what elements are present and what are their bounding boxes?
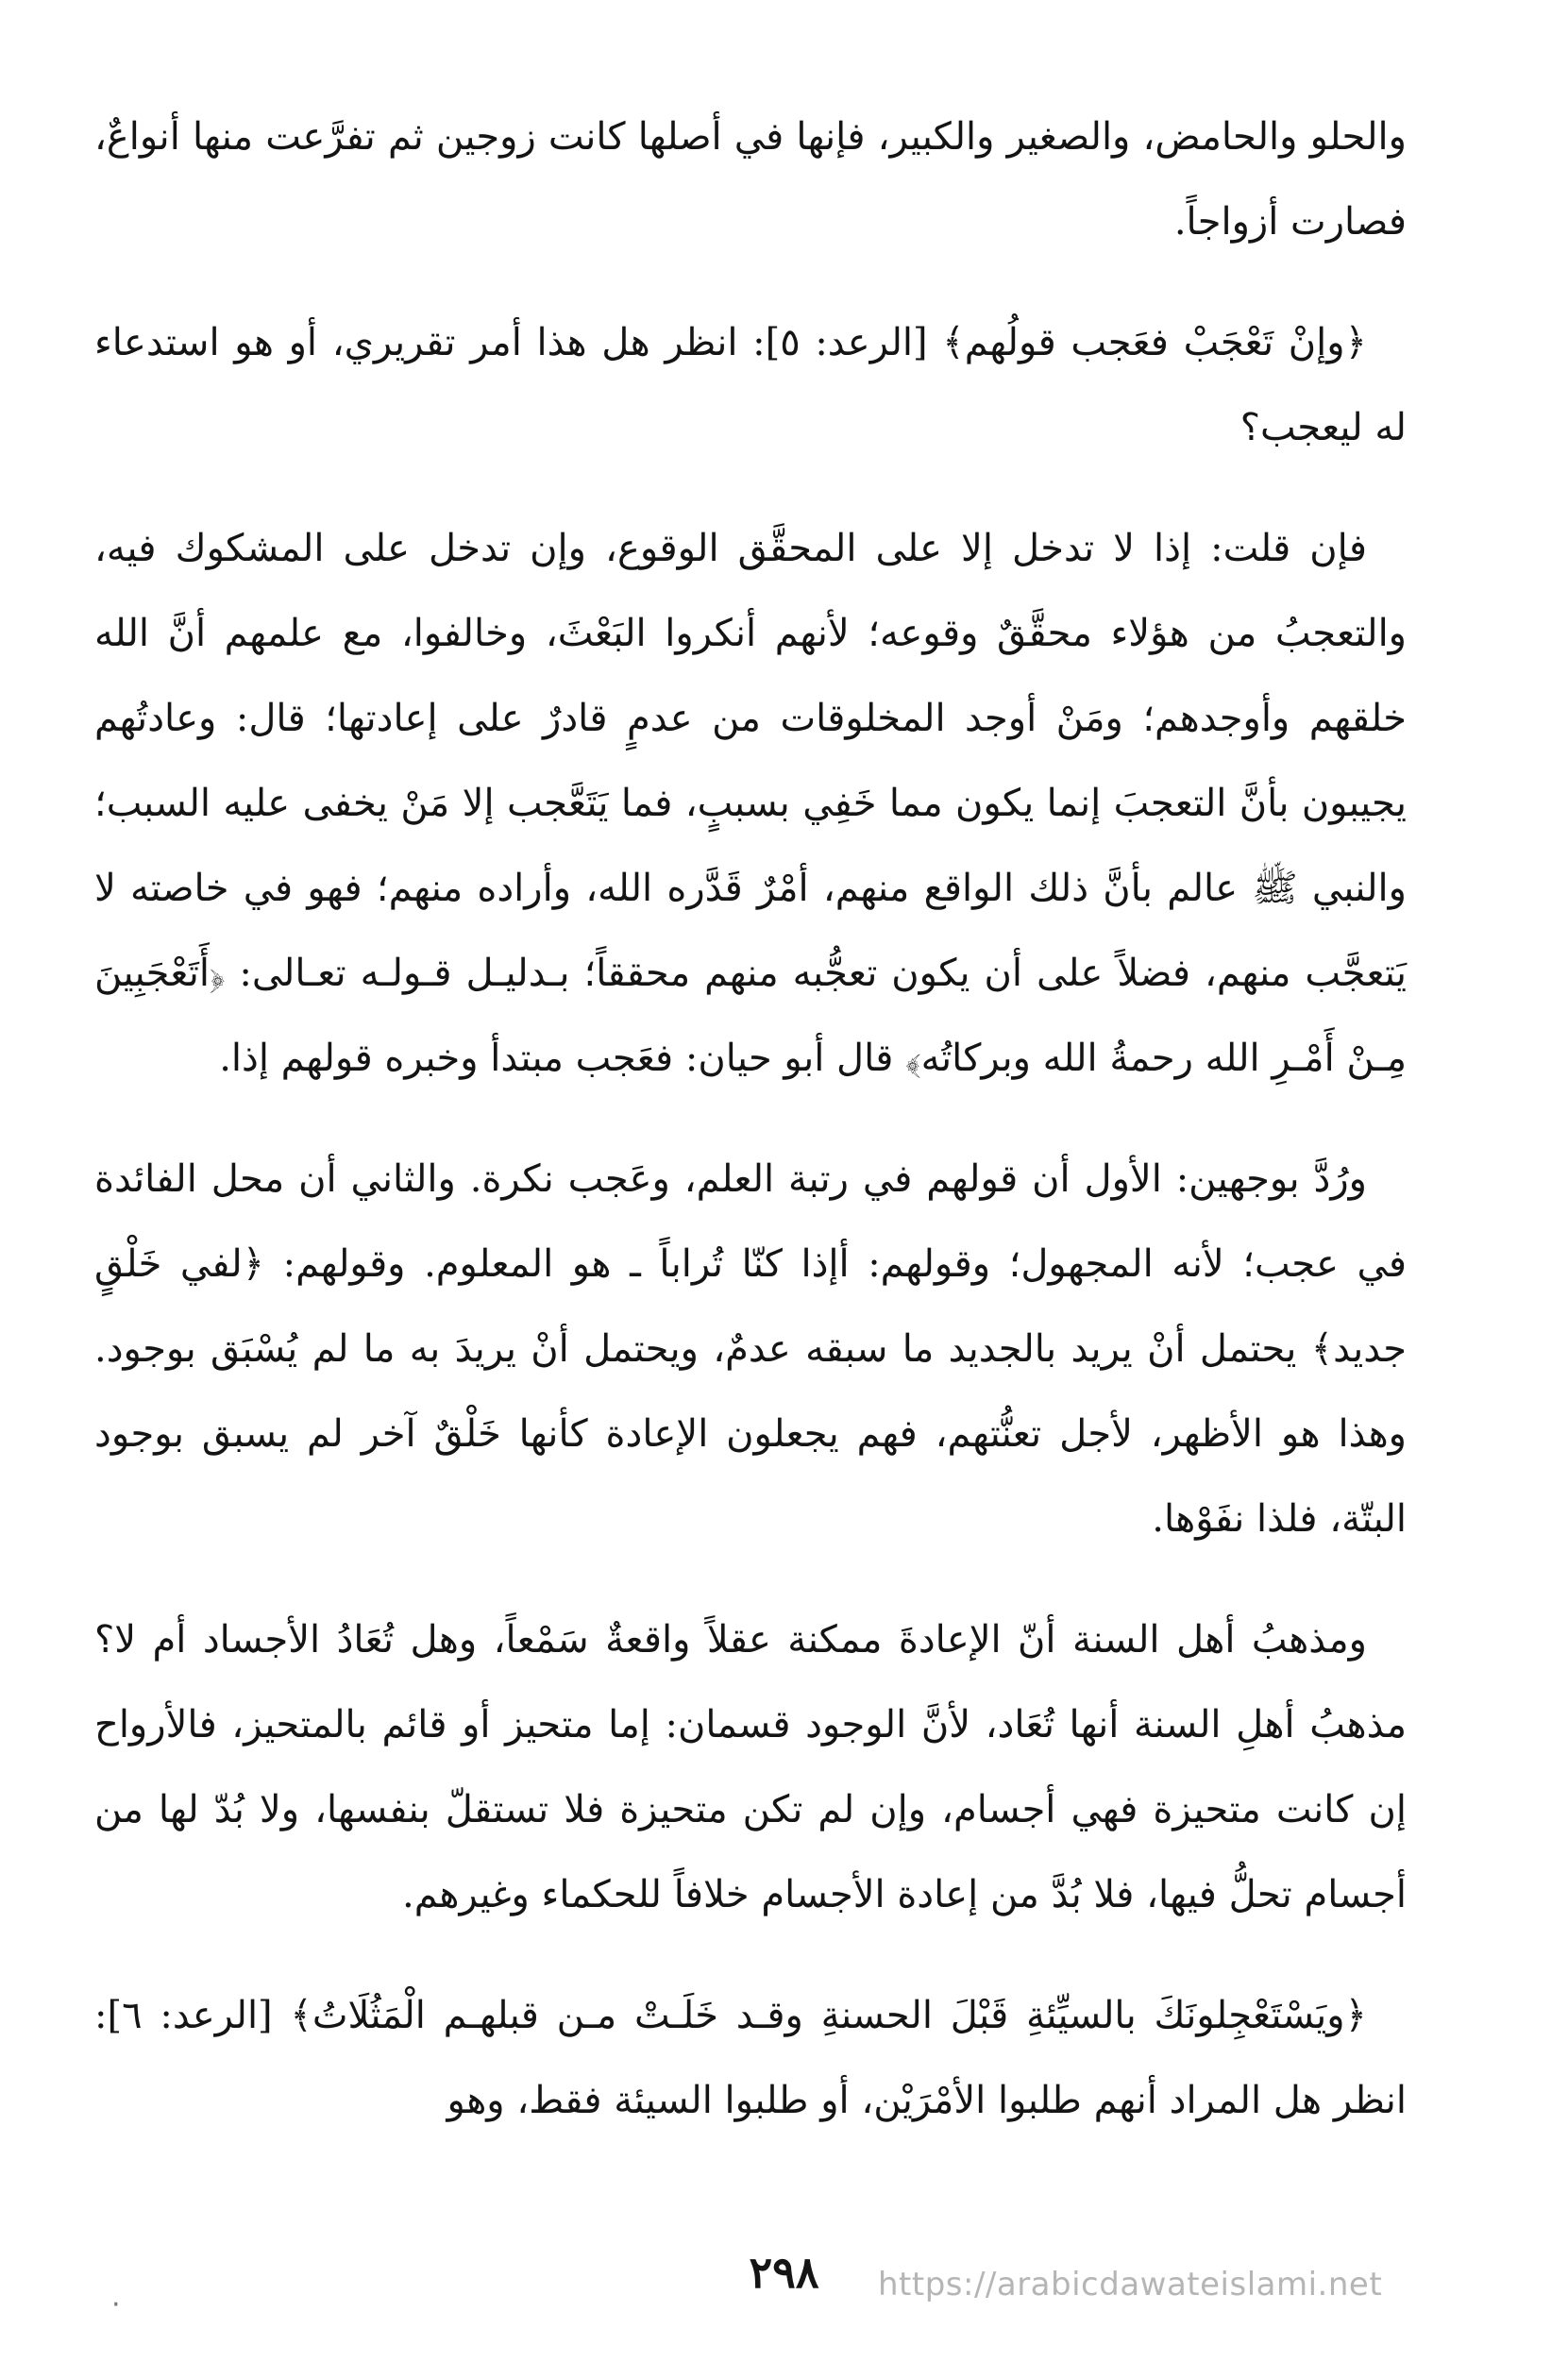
watermark-url: https://arabicdawateislami.net	[878, 2266, 1383, 2303]
paragraph-3: فإن قلت: إذا لا تدخل إلا على المحقَّق الوقوع، وإن تدخل على المشكوك فيه، والتعجبُ من هؤلاء محقَّقٌ وقوعه؛ لأنهم أنكروا البَعْثَ، وخالفوا، مع علمهم أنَّ الله خلقهم وأوجدهم؛ ومَنْ أوجد المخلوقات من عدمٍ قادرٌ على إعادتها؛ قال: وعادتُهم يجيبون بأنَّ التعجبَ إنما يكون مما خَفِي بسببٍ، فما يَتَعَّجب إلا مَنْ يخفى عليه السبب؛ والنبي ﷺ عالم بأنَّ ذلك الواقع منهم، أمْرٌ قَدَّره الله، وأراده منهم؛ فهو في خاصته لا يَتعجَّب منهم، فضلاً على أن يكون تعجُّبه منهم محققاً؛ بـدليـل قـولـه تعـالى: ﴿أَتَعْجَبِينَ مِـنْ أَمْـرِ الله رحمةُ الله وبركاتُه﴾ قال أبو حيان: فعَجب مبتدأ وخبره قولهم إذا.	[94, 527, 1407, 1080]
page-number: ٢٩٨	[749, 2247, 819, 2298]
paragraph-2: ﴿وإنْ تَعْجَبْ فعَجب قولُهم﴾ [الرعد: ٥]: انظر هل هذا أمر تقريري، أو هو استدعاء له ليعجب؟	[94, 321, 1407, 449]
corner-mark: ·	[111, 2288, 121, 2321]
paragraph-5: ومذهبُ أهل السنة أنّ الإعادةَ ممكنة عقلاً واقعةٌ سَمْعاً، وهل تُعَادُ الأجساد أم لا؟ مذهبُ أهلِ السنة أنها تُعَاد، لأنَّ الوجود قسمان: إما متحيز أو قائم بالمتحيز، فالأرواح إن كانت متحيزة فهي أجسام، وإن لم تكن متحيزة فلا تستقلّ بنفسها، ولا بُدّ لها من أجسام تحلُّ فيها، فلا بُدَّ من إعادة الأجسام خلافاً للحكماء وغيرهم.	[94, 1618, 1407, 1916]
page-body	[94, 94, 1407, 2266]
paragraph-6: ﴿ويَسْتَعْجِلونَكَ بالسيِّئةِ قَبْلَ الحسنةِ وقـد خَلَـتْ مـن قبلهـم الْمَثُلَاتُ﴾ [الرعد: ٦]: انظر هل المراد أنهم طلبوا الأمْرَيْن، أو طلبوا السيئة فقط، وهو	[94, 1994, 1407, 2122]
paragraph-4: ورُدَّ بوجهين: الأول أن قولهم في رتبة العلم، وعَجب نكرة. والثاني أن محل الفائدة في عجب؛ لأنه المجهول؛ وقولهم: أإذا كنّا تُراباً ـ هو المعلوم. وقولهم: ﴿لفي خَلْقٍ جديد﴾ يحتمل أنْ يريد بالجديد ما سبقه عدمٌ، ويحتمل أنْ يريدَ به ما لم يُسْبَق بوجود. وهذا هو الأظهر، لأجل تعنُّتهم، فهم يجعلون الإعادة كأنها خَلْقٌ آخر لم يسبق بوجود البتّة، فلذا نفَوْها.	[94, 1157, 1407, 1541]
paragraph-1: والحلو والحامض، والصغير والكبير، فإنها في أصلها كانت زوجين ثم تفرَّعت منها أنواعٌ، فصارت أزواجاً.	[94, 115, 1407, 244]
